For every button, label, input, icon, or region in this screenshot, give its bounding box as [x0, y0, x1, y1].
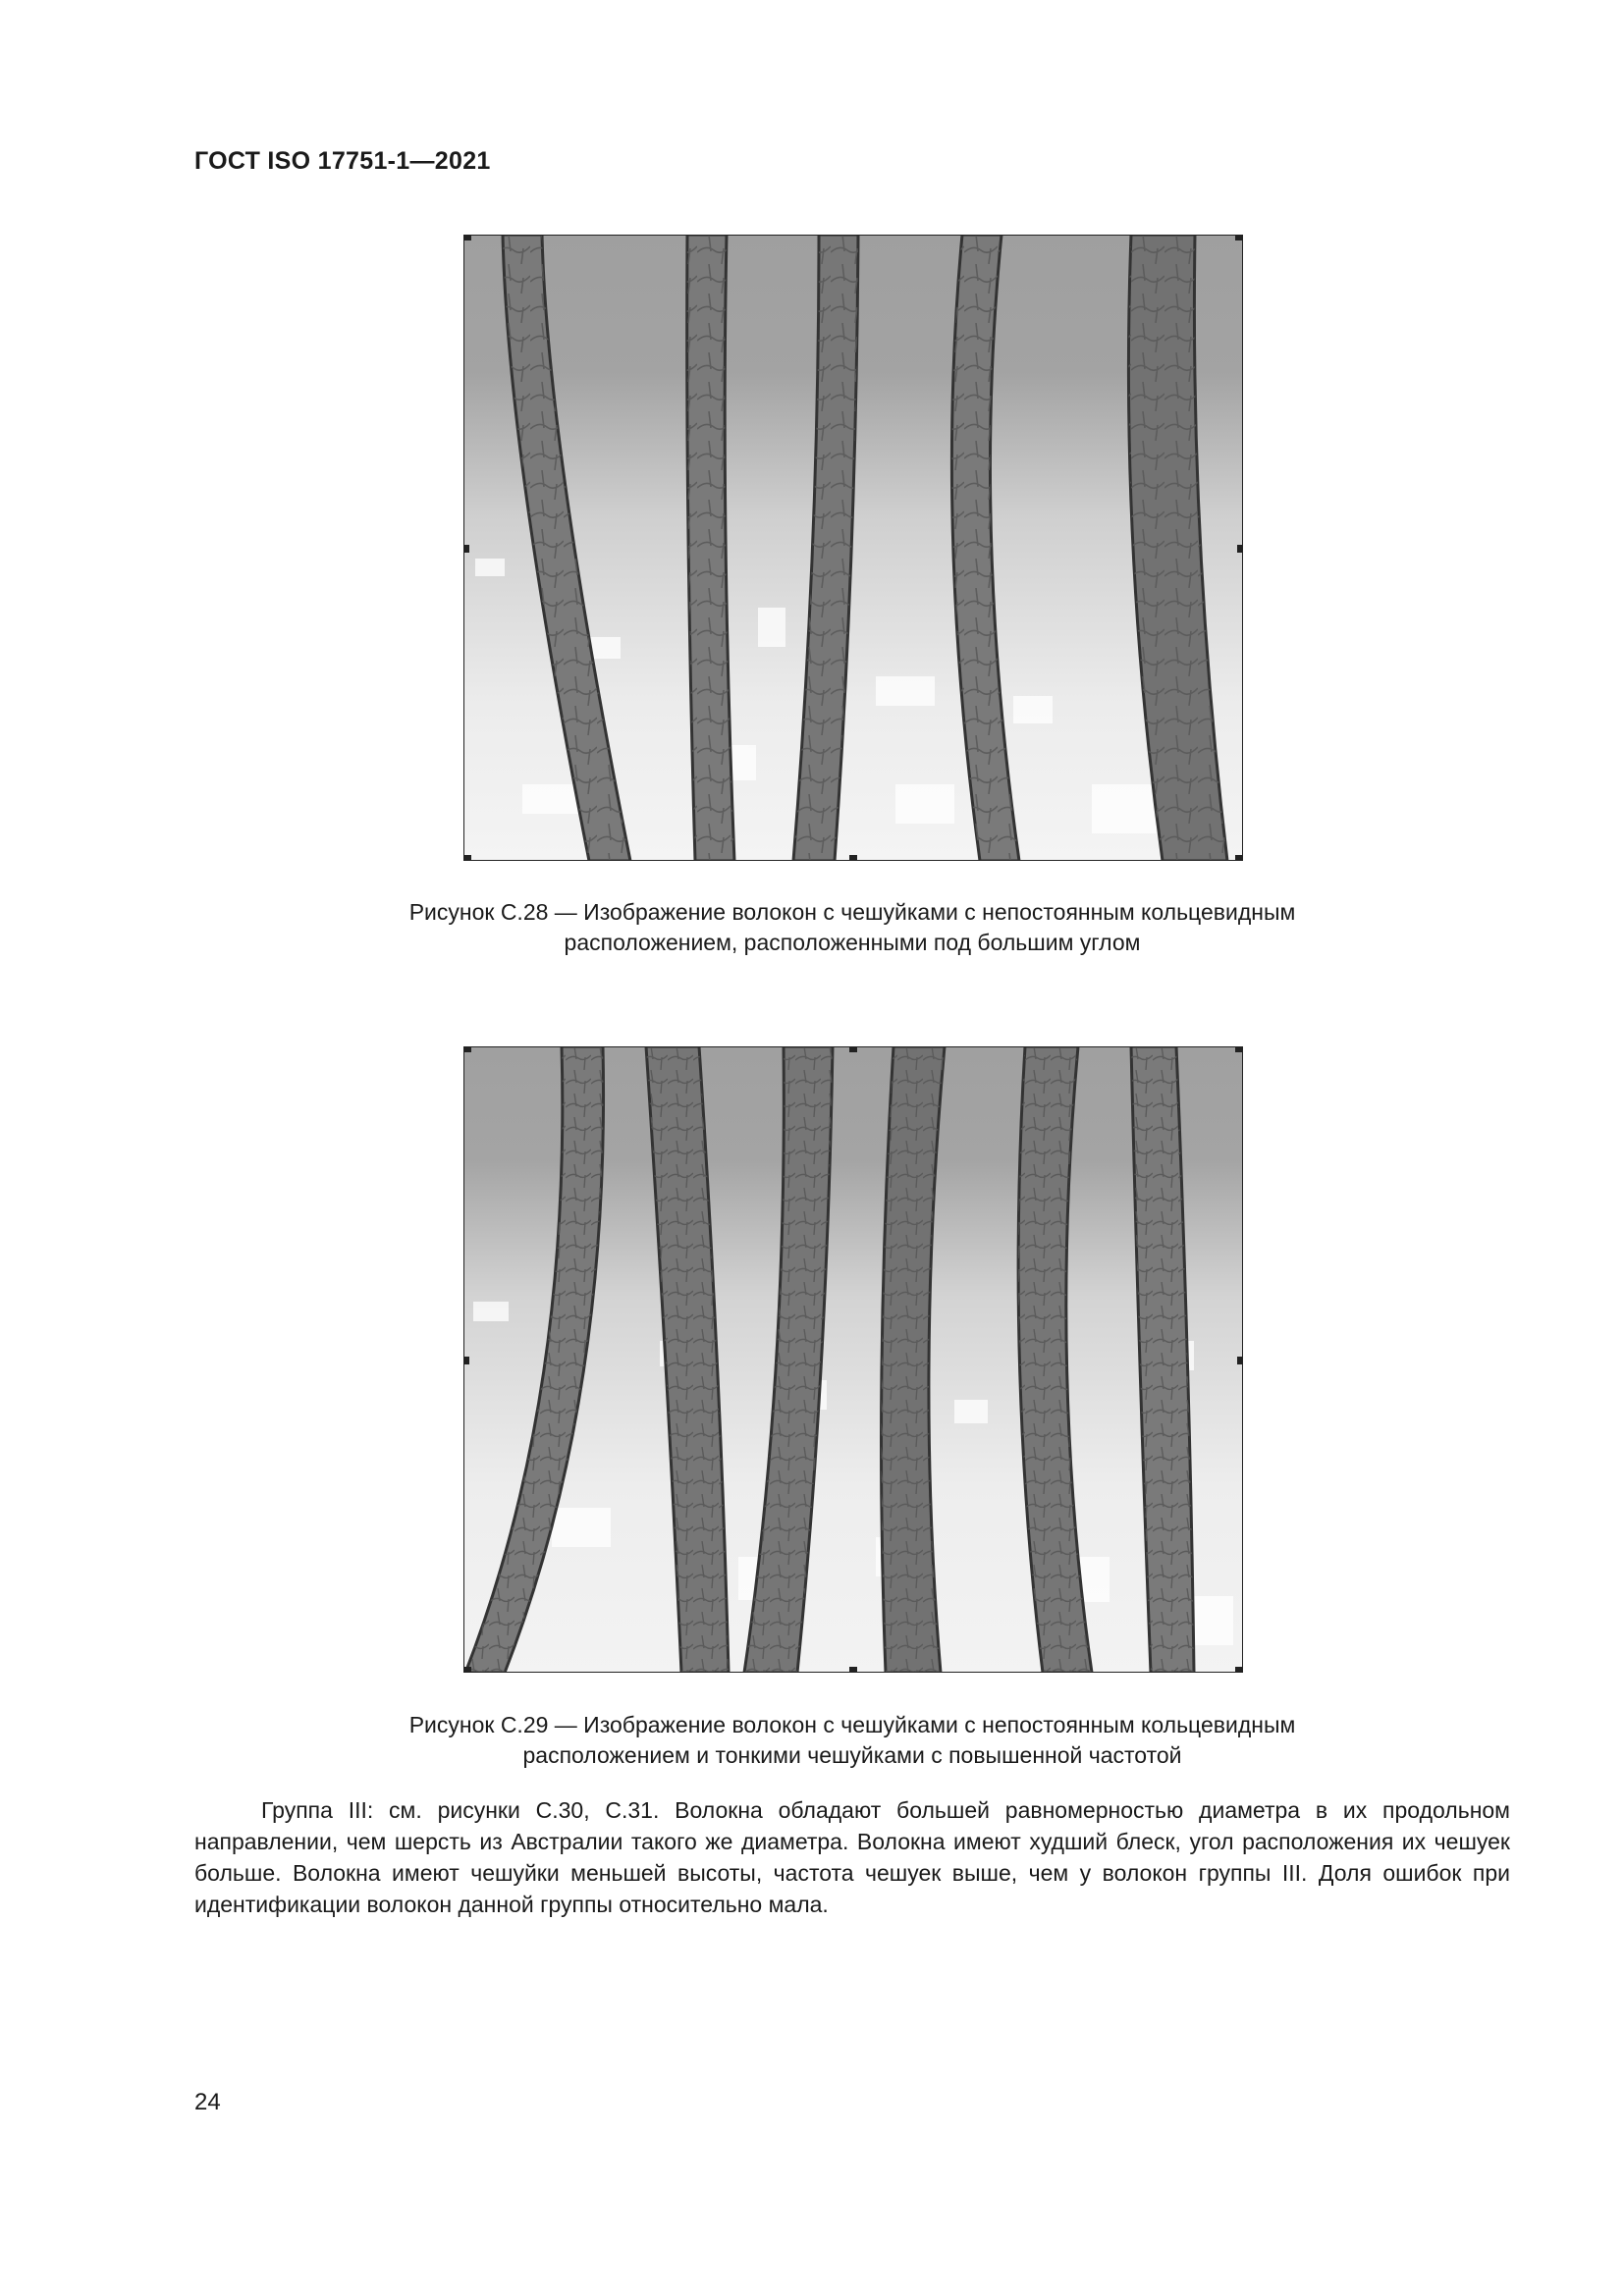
- figure-c28-caption-line2: расположением, расположенными под большим углом: [564, 930, 1141, 955]
- document-header: ГОСТ ISO 17751-1—2021: [194, 147, 491, 175]
- figure-c29-caption-line1: Рисунок С.29 — Изображение волокон с чешуйками с непостоянным кольцевидным: [408, 1712, 1296, 1737]
- figure-c28-micrograph: [463, 235, 1243, 861]
- fiber-micrograph-image: [463, 235, 1243, 861]
- figure-c28-caption-line1: Рисунок С.28 — Изображение волокон с чешуйками с непостоянным кольцевидным: [408, 899, 1296, 925]
- figure-c28-caption: [194, 897, 1510, 958]
- figure-c29-caption-line2: расположением и тонкими чешуйками с повышенной частотой: [522, 1742, 1182, 1768]
- page-number: 24: [194, 2089, 221, 2115]
- body-paragraph: Группа III: см. рисунки С.30, С.31. Волокна обладают большей равномерностью диаметра в их продольном направлении, чем шерсть из Австралии такого же диаметра. Волокна имеют худший блеск, угол расположения их чешуек больше. Волокна имеют чешуйки меньшей высоты, частота чешуек выше, чем у волокон группы III. Доля ошибок при идентификации волокон данной группы относительно мала.: [194, 1797, 1510, 1917]
- fiber-micrograph-image: [463, 1046, 1243, 1673]
- figure-c29-micrograph: [463, 1046, 1243, 1673]
- figure-c29-caption: [194, 1710, 1510, 1771]
